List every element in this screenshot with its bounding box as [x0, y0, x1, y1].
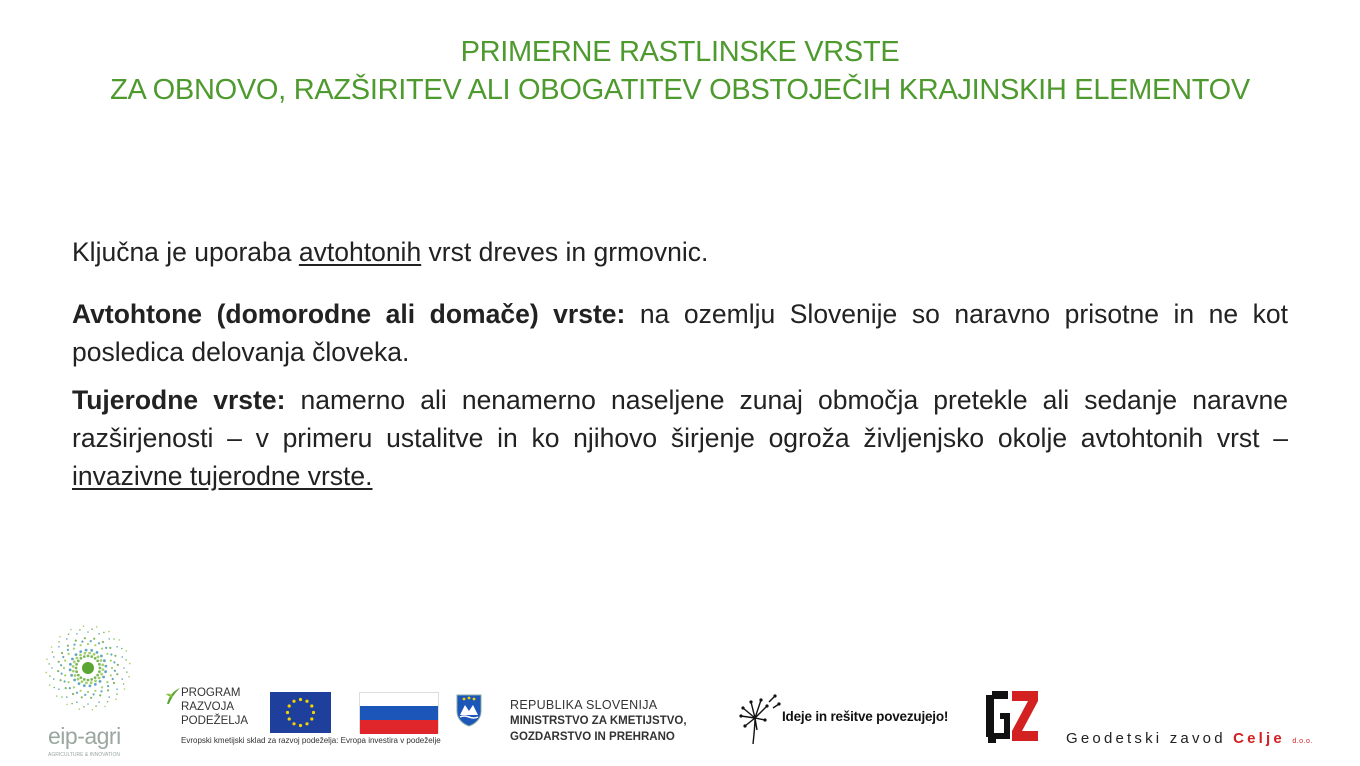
- autochthonous-definition: na ozemlju Slovenije so naravno prisotne in ne kot posledica delovanja človeka.: [72, 299, 1289, 367]
- slide-body: [72, 233, 1288, 505]
- eu-flag-icon: [270, 692, 331, 733]
- gz-city: Celje: [1233, 730, 1285, 747]
- slide-title: [0, 33, 1360, 109]
- intro-text: Ključna je uporaba: [72, 237, 299, 267]
- eip-agri-wordmark: eip-agri: [48, 723, 121, 749]
- gz-logo-icon: [982, 687, 1040, 745]
- ministry-label: [510, 697, 687, 745]
- intro-text-end: vrst dreves in grmovnic.: [421, 237, 709, 267]
- prp-line-1: PROGRAM: [181, 687, 241, 699]
- non-native-term: Tujerodne vrste:: [72, 385, 286, 415]
- logo-footer: [0, 610, 1360, 765]
- dandelion-icon: [735, 690, 781, 746]
- prp-leaf-icon: [165, 686, 181, 706]
- ministry-line-3: GOZDARSTVO IN PREHRANO: [510, 731, 675, 743]
- eip-agri-tagline: AGRICULTURE & INNOVATION: [48, 752, 120, 758]
- prp-line-2: RAZVOJA: [181, 701, 235, 713]
- prp-fund-caption: Evropski kmetijski sklad za razvoj podeželja: Evropa investira v podeželje: [181, 736, 441, 745]
- autochthonous-paragraph: [72, 295, 1288, 371]
- slogan: Ideje in rešitve povezujejo!: [782, 709, 949, 724]
- intro-paragraph: [72, 233, 1288, 271]
- invasive-species-term: invazivne tujerodne vrste.: [72, 461, 373, 491]
- prp-logo: [165, 686, 249, 727]
- non-native-definition: namerno ali nenamerno naseljene zunaj območja pretekle ali sedanje naravne razširjenosti – v primeru ustalitve in ko njihovo širjenje ogroža življenjsko okolje avtohtonih vrst –: [72, 385, 1288, 453]
- slovenia-crest-icon: [455, 693, 483, 727]
- ministry-line-1: REPUBLIKA SLOVENIJA: [510, 698, 658, 712]
- title-line-1: PRIMERNE RASTLINSKE VRSTE: [460, 36, 900, 68]
- gz-suffix: d.o.o.: [1292, 738, 1313, 745]
- non-native-paragraph: [72, 381, 1288, 495]
- prp-name: [181, 686, 248, 728]
- title-line-2: ZA OBNOVO, RAZŠIRITEV ALI OBOGATITEV OBSTOJEČIH KRAJINSKIH ELEMENTOV: [110, 74, 1250, 106]
- intro-underlined-term: avtohtonih: [298, 237, 422, 267]
- autochthonous-term: Avtohtone (domorodne ali domače) vrste:: [72, 299, 626, 329]
- prp-line-3: PODEŽELJA: [181, 715, 249, 727]
- ministry-line-2: MINISTRSTVO ZA KMETIJSTVO,: [510, 715, 687, 727]
- gz-company-name: [1066, 730, 1313, 747]
- gz-name: Geodetski zavod: [1066, 730, 1226, 747]
- slovenia-flag-icon: [359, 692, 439, 733]
